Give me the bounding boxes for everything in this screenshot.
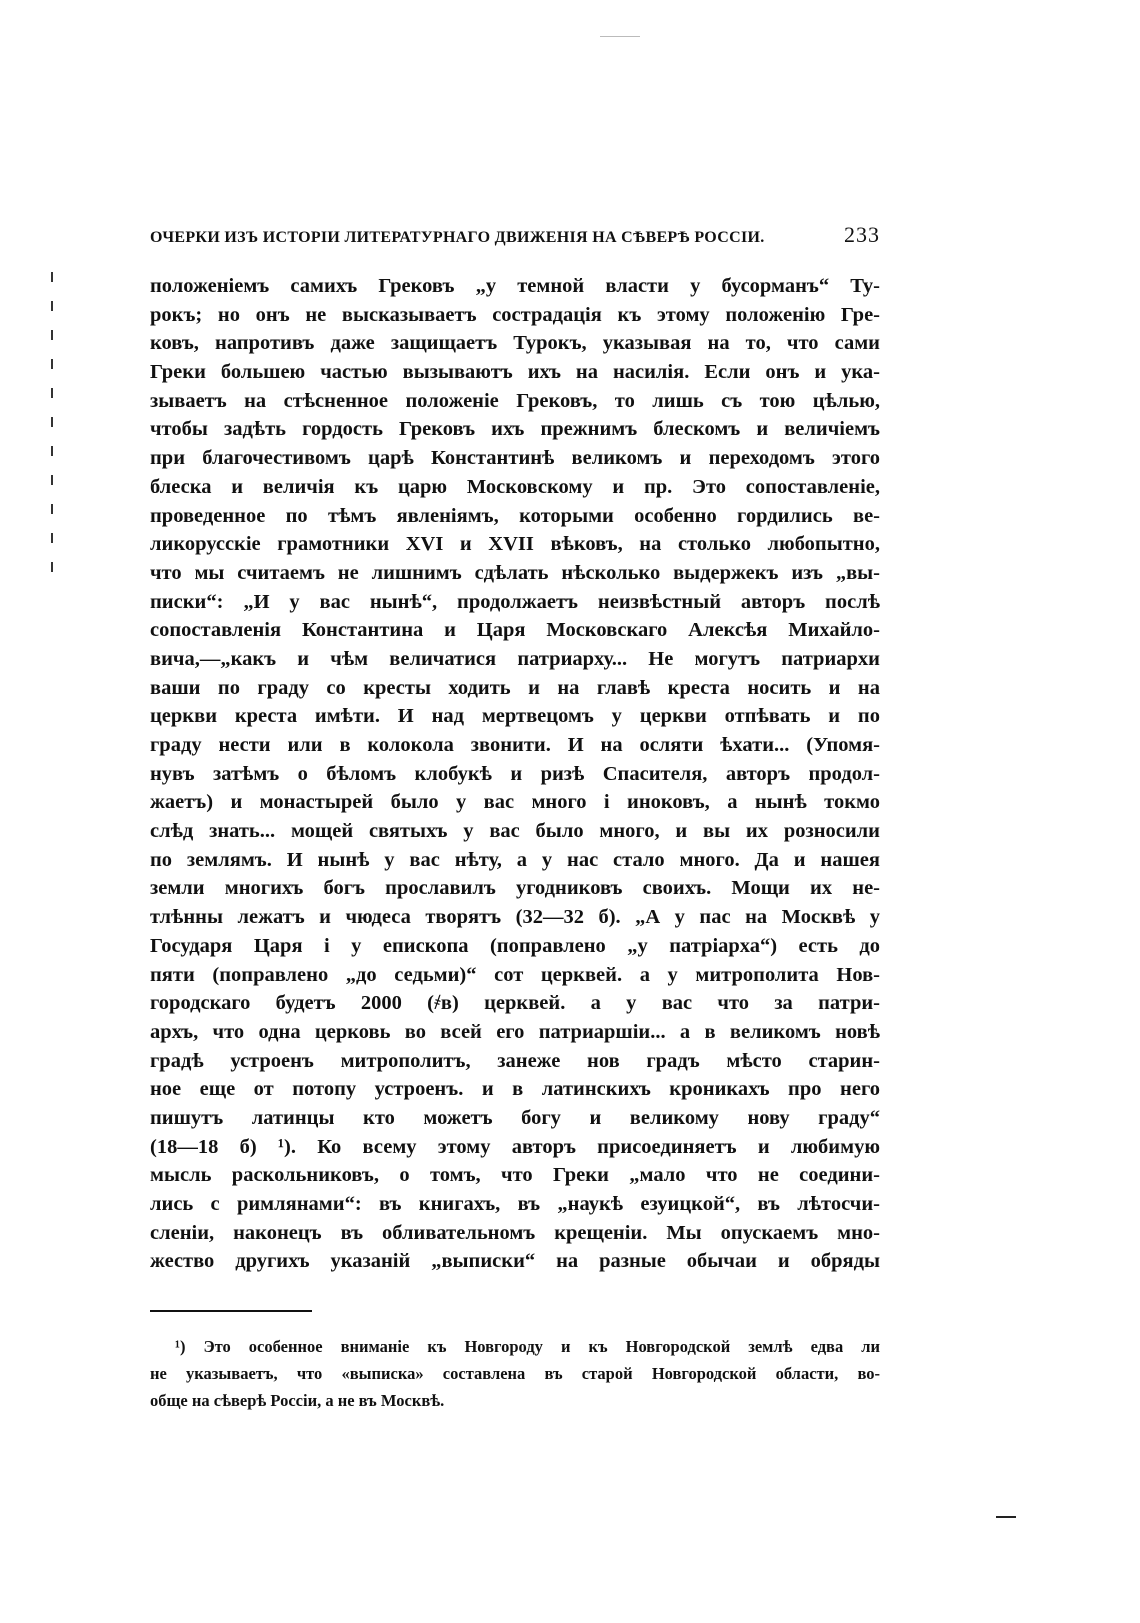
running-header: [150, 222, 880, 248]
text-line: писки“: „И у вас нынѣ“, продолжаетъ неизвѣстный авторъ послѣ: [150, 590, 880, 613]
margin-mark: [51, 504, 53, 514]
text-line: пяти (поправлено „до седьми)“ сот церквей. а у митрополита Нов-: [150, 963, 880, 986]
scan-mark-bottom: [996, 1516, 1016, 1518]
text-line: ликорусскіе грамотники XVI и XVII вѣковъ, на столько любопытно,: [150, 533, 880, 556]
text-line: ное еще от потопу устроенъ. и в латинскихъ кроникахъ про него: [150, 1078, 880, 1101]
text-line: по землямъ. И нынѣ у вас нѣту, а у нас стало много. Да и нашея: [150, 848, 880, 871]
text-line: Государя Царя і у епископа (поправлено „у патріарха“) есть до: [150, 934, 880, 957]
text-line: ваши по граду со кресты ходить и на главѣ креста носить и на: [150, 676, 880, 699]
text-line: лись с римлянами“: въ книгахъ, въ „наукѣ езуицкой“, въ лѣтосчи-: [150, 1193, 880, 1215]
margin-mark: [51, 533, 53, 543]
footnote-line: не указываетъ, что «выписка» составлена въ старой Новгородской области, во-: [150, 1364, 880, 1383]
text-line: градѣ устроенъ митрополитъ, занеже нов градъ мѣсто старин-: [150, 1049, 880, 1072]
footnote-line: обще на сѣверѣ Россіи, а не въ Москвѣ.: [150, 1391, 445, 1410]
footnote-divider: [150, 1310, 312, 1312]
text-line: граду нести или в колокола звонити. И на осляти ѣхати... (Упомя-: [150, 734, 880, 756]
text-line: архъ, что одна церковь во всей его патриаршіи... а в великомъ новѣ: [150, 1020, 880, 1043]
margin-mark: [51, 330, 53, 340]
margin-mark: [51, 562, 53, 572]
text-line: при благочестивомъ царѣ Константинѣ великомъ и переходомъ этого: [150, 447, 880, 470]
text-line: зываетъ на стѣсненное положеніе Грековъ, то лишь съ тою цѣлью,: [150, 389, 880, 412]
text-line: тлѣнны лежатъ и чюдеса творятъ (32—32 б). „А у пас на Москвѣ у: [150, 906, 880, 929]
text-line: чтобы задѣть гордость Грековъ ихъ прежнимъ блескомъ и величіемъ: [150, 418, 880, 441]
text-line: положеніемъ самихъ Грековъ „у темной власти у бусорманъ“ Ту-: [150, 275, 880, 297]
margin-mark: [51, 388, 53, 398]
margin-mark: [51, 359, 53, 369]
running-title: ОЧЕРКИ ИЗЪ ИСТОРІИ ЛИТЕРАТУРНАГО ДВИЖЕНІЯ НА СѢВЕРѢ РОССІИ.: [150, 229, 765, 246]
margin-mark: [51, 272, 53, 282]
text-line: сопоставленія Константина и Царя Московскаго Алексѣя Михайло-: [150, 619, 880, 642]
text-line: нувъ затѣмъ о бѣломъ клобукѣ и ризѣ Спасителя, авторъ продол-: [150, 762, 880, 785]
text-line: мысль раскольниковъ, о томъ, что Греки „мало что не соедини-: [150, 1164, 880, 1187]
margin-mark: [51, 446, 53, 456]
page-number: 233: [844, 222, 880, 247]
text-line: проведенное по тѣмъ явленіямъ, которыми особенно гордились ве-: [150, 504, 880, 527]
text-line: что мы считаемъ не лишнимъ сдѣлать нѣсколько выдержекъ изъ „вы-: [150, 561, 880, 584]
text-line: блеска и величія къ царю Московскому и пр. Это сопоставленіе,: [150, 475, 880, 498]
text-line: жество другихъ указаній „выписки“ на разные обычаи и обряды: [150, 1250, 880, 1273]
margin-mark: [51, 417, 53, 427]
text-line: слѣд знать... мощей святыхъ у вас было много, и вы их розносили: [150, 820, 880, 843]
footnote-line: ¹) Это особенное вниманіе къ Новгороду и къ Новгородской землѣ едва ли: [175, 1337, 880, 1356]
text-line: ковъ, напротивъ даже защищаетъ Турокъ, указывая на то, что сами: [150, 332, 880, 355]
text-line: сленіи, наконецъ въ обливательномъ крещеніи. Мы опускаемъ мно-: [150, 1221, 880, 1244]
text-line: пишутъ латинцы кто можетъ богу и великому нову граду“: [150, 1106, 880, 1129]
margin-marks: [46, 272, 58, 591]
margin-mark: [51, 475, 53, 485]
text-line: (18—18 б) ¹). Ко всему этому авторъ присоединяетъ и любимую: [150, 1135, 880, 1158]
text-line: земли многихъ богъ прославилъ угодниковъ своихъ. Мощи их не-: [150, 877, 880, 900]
scan-mark-top: [600, 36, 640, 37]
text-line: жаетъ) и монастырей было у вас много і иноковъ, а нынѣ токмо: [150, 791, 880, 814]
body-text: [150, 272, 880, 1276]
text-line: Греки большею частью вызываютъ ихъ на насилія. Если онъ и ука-: [150, 361, 880, 384]
text-line: церкви креста имѣти. И над мертвецомъ у церкви отпѣвать и по: [150, 705, 880, 728]
text-line: городскаго будетъ 2000 (҂в) церквей. а у вас что за патри-: [150, 992, 880, 1015]
margin-mark: [51, 301, 53, 311]
text-line: рокъ; но онъ не высказываетъ сострадація къ этому положенію Гре-: [150, 303, 880, 326]
footnote: [150, 1333, 880, 1414]
text-line: вича,—„какъ и чѣм величатися патриарху... Не могутъ патриархи: [150, 647, 880, 670]
